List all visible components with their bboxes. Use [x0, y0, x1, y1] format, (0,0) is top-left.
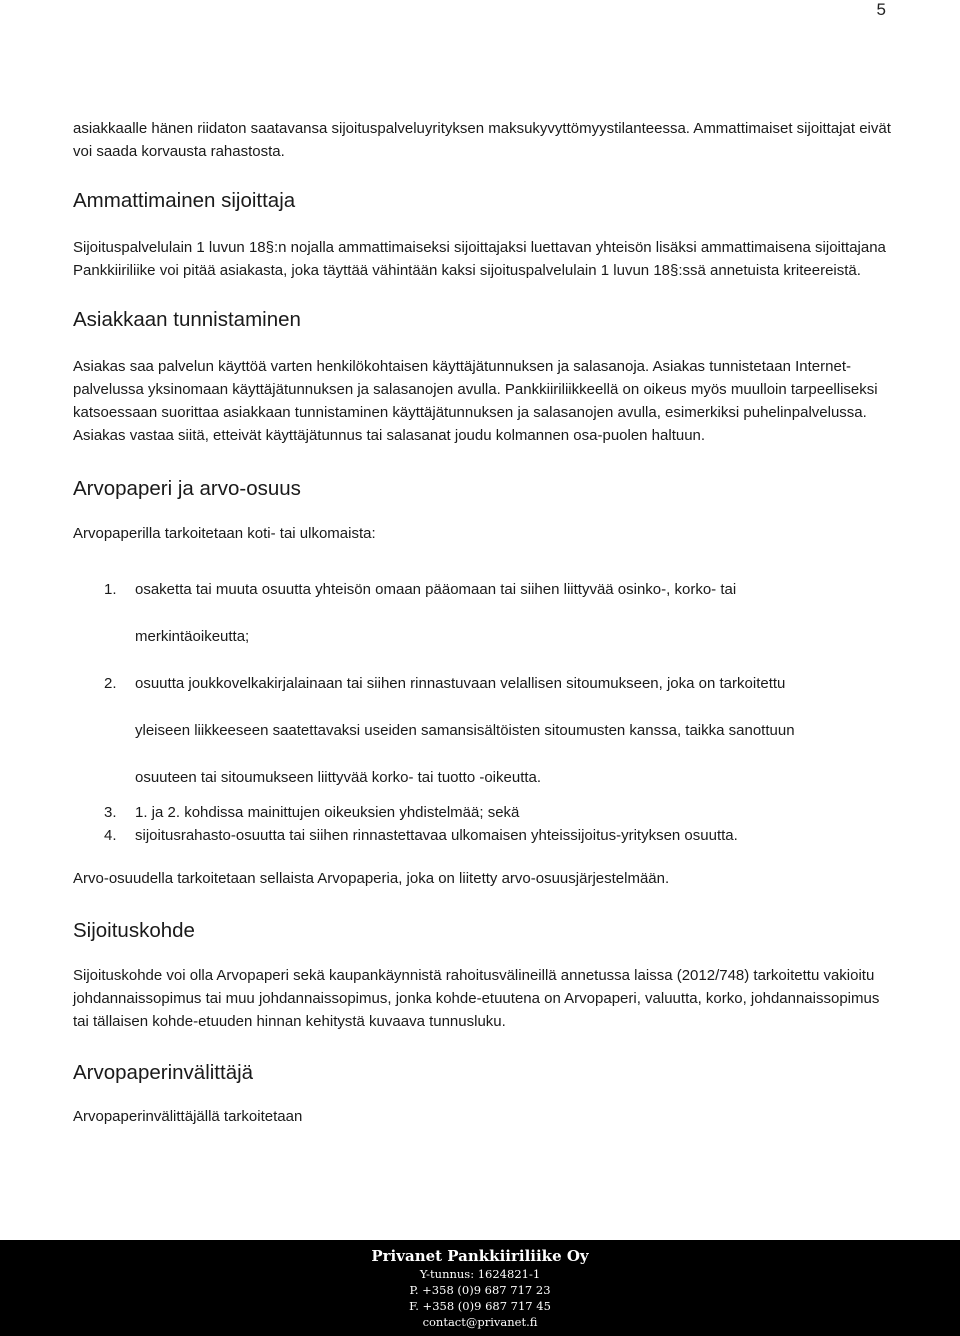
list-item — [73, 824, 893, 847]
list-item — [73, 660, 893, 801]
heading-ammattimainen-sijoittaja: Ammattimainen sijoittaja — [73, 189, 296, 212]
list-item-line: osuuteen tai sitoumukseen liittyvää korko- tai tuotto -oikeutta. — [135, 769, 542, 786]
paragraph-arvopaperi-lead: Arvopaperilla tarkoitetaan koti- tai ulkomaista: — [73, 525, 376, 542]
list-item — [73, 801, 893, 824]
footer-email: contact@privanet.fi — [422, 1315, 538, 1329]
paragraph-sijoituskohde: Sijoituskohde voi olla Arvopaperi sekä kaupankäynnistä rahoitusvälineillä annetussa laissa (2012/748) tarkoitettu vakioitu johdannaissopimus tai muu johdannaissopimus, jonka kohde-etuutena on Arvopaperi, valuutta, korko, johdannaissopimus tai tällaisen kohde-etuuden hinnan kehitystä kuvaava tunnusluku. — [73, 967, 880, 1030]
paragraph-arvopaperinvalittaja: Arvopaperinvälittäjällä tarkoitetaan — [73, 1108, 303, 1125]
heading-arvopaperinvalittaja: Arvopaperinvälittäjä — [73, 1061, 254, 1084]
heading-asiakkaan-tunnistaminen: Asiakkaan tunnistaminen — [73, 308, 301, 331]
heading-sijoituskohde: Sijoituskohde — [73, 919, 195, 942]
list-item-line: merkintäoikeutta; — [135, 628, 250, 645]
footer-fax: F. +358 (0)9 687 717 45 — [409, 1299, 551, 1313]
footer-phone: P. +358 (0)9 687 717 23 — [409, 1283, 551, 1297]
heading-arvopaperi: Arvopaperi ja arvo-osuus — [73, 477, 301, 500]
document-body — [73, 117, 893, 1128]
list-item-number: 3. — [104, 804, 117, 821]
list-item-line: osuutta joukkovelkakirjalainaan tai siihen rinnastuvaan velallisen sitoumukseen, joka on tarkoitettu — [135, 675, 786, 692]
list-item-number: 2. — [104, 675, 117, 692]
list-item-text: sijoitusrahasto-osuutta tai siihen rinnastettavaa ulkomaisen yhteissijoitus-yrityksen osuutta. — [135, 827, 738, 844]
paragraph-asiakkaan-tunnistaminen: Asiakas saa palvelun käyttöä varten henkilökohtaisen käyttäjätunnuksen ja salasanoja. Asiakas tunnistetaan Internet-palvelussa yksinomaan käyttäjätunnuksen ja salasanojen avulla. Pankkiiriliikkeellä on oikeus myös muulloin tarpeelliseksi katsoessaan suorittaa asiakkaan tunnistaminen käyttäjätunnuksen ja salasanojen avulla, esimerkiksi puhelinpalvelussa. Asiakas vastaa siitä, etteivät käyttäjätunnus tai salasanat joudu kolmannen osa-puolen haltuun. — [73, 358, 878, 444]
footer — [0, 1240, 960, 1336]
list-item-number: 1. — [104, 581, 117, 598]
paragraph-ammattimainen-sijoittaja: Sijoituspalvelulain 1 luvun 18§:n nojalla ammattimaiseksi sijoittajaksi luettavan yhteisön lisäksi ammattimaisena sijoittajana Pankkiiriliike voi pitää asiakasta, joka täyttää vähintään kaksi sijoituspalvelulain 1 luvun 18§:ssä annetuista kriteereistä. — [73, 239, 886, 279]
footer-ytunnus: Y-tunnus: 1624821-1 — [419, 1267, 541, 1281]
list-item-text: 1. ja 2. kohdissa mainittujen oikeuksien yhdistelmää; sekä — [135, 804, 520, 821]
list-item — [73, 566, 893, 660]
list-item-line: yleiseen liikkeeseen saatettavaksi useiden samansisältöisten sitoumusten kanssa, taikka sanottuun — [135, 722, 795, 739]
securities-list — [73, 566, 893, 847]
intro-paragraph: asiakkaalle hänen riidaton saatavansa sijoituspalveluyrityksen maksukyvyttömyystilanteessa. Ammattimaiset sijoittajat eivät voi saada korvausta rahastosta. — [73, 120, 891, 160]
paragraph-arvo-osuus: Arvo-osuudella tarkoitetaan sellaista Arvopaperia, joka on liitetty arvo-osuusjärjestelmään. — [73, 870, 670, 887]
list-item-line: osaketta tai muuta osuutta yhteisön omaan pääomaan tai siihen liittyvää osinko-, korko- tai — [135, 581, 737, 598]
footer-company: Privanet Pankkiiriliike Oy — [371, 1247, 589, 1265]
page-number: 5 — [876, 0, 886, 19]
list-item-number: 4. — [104, 827, 117, 844]
